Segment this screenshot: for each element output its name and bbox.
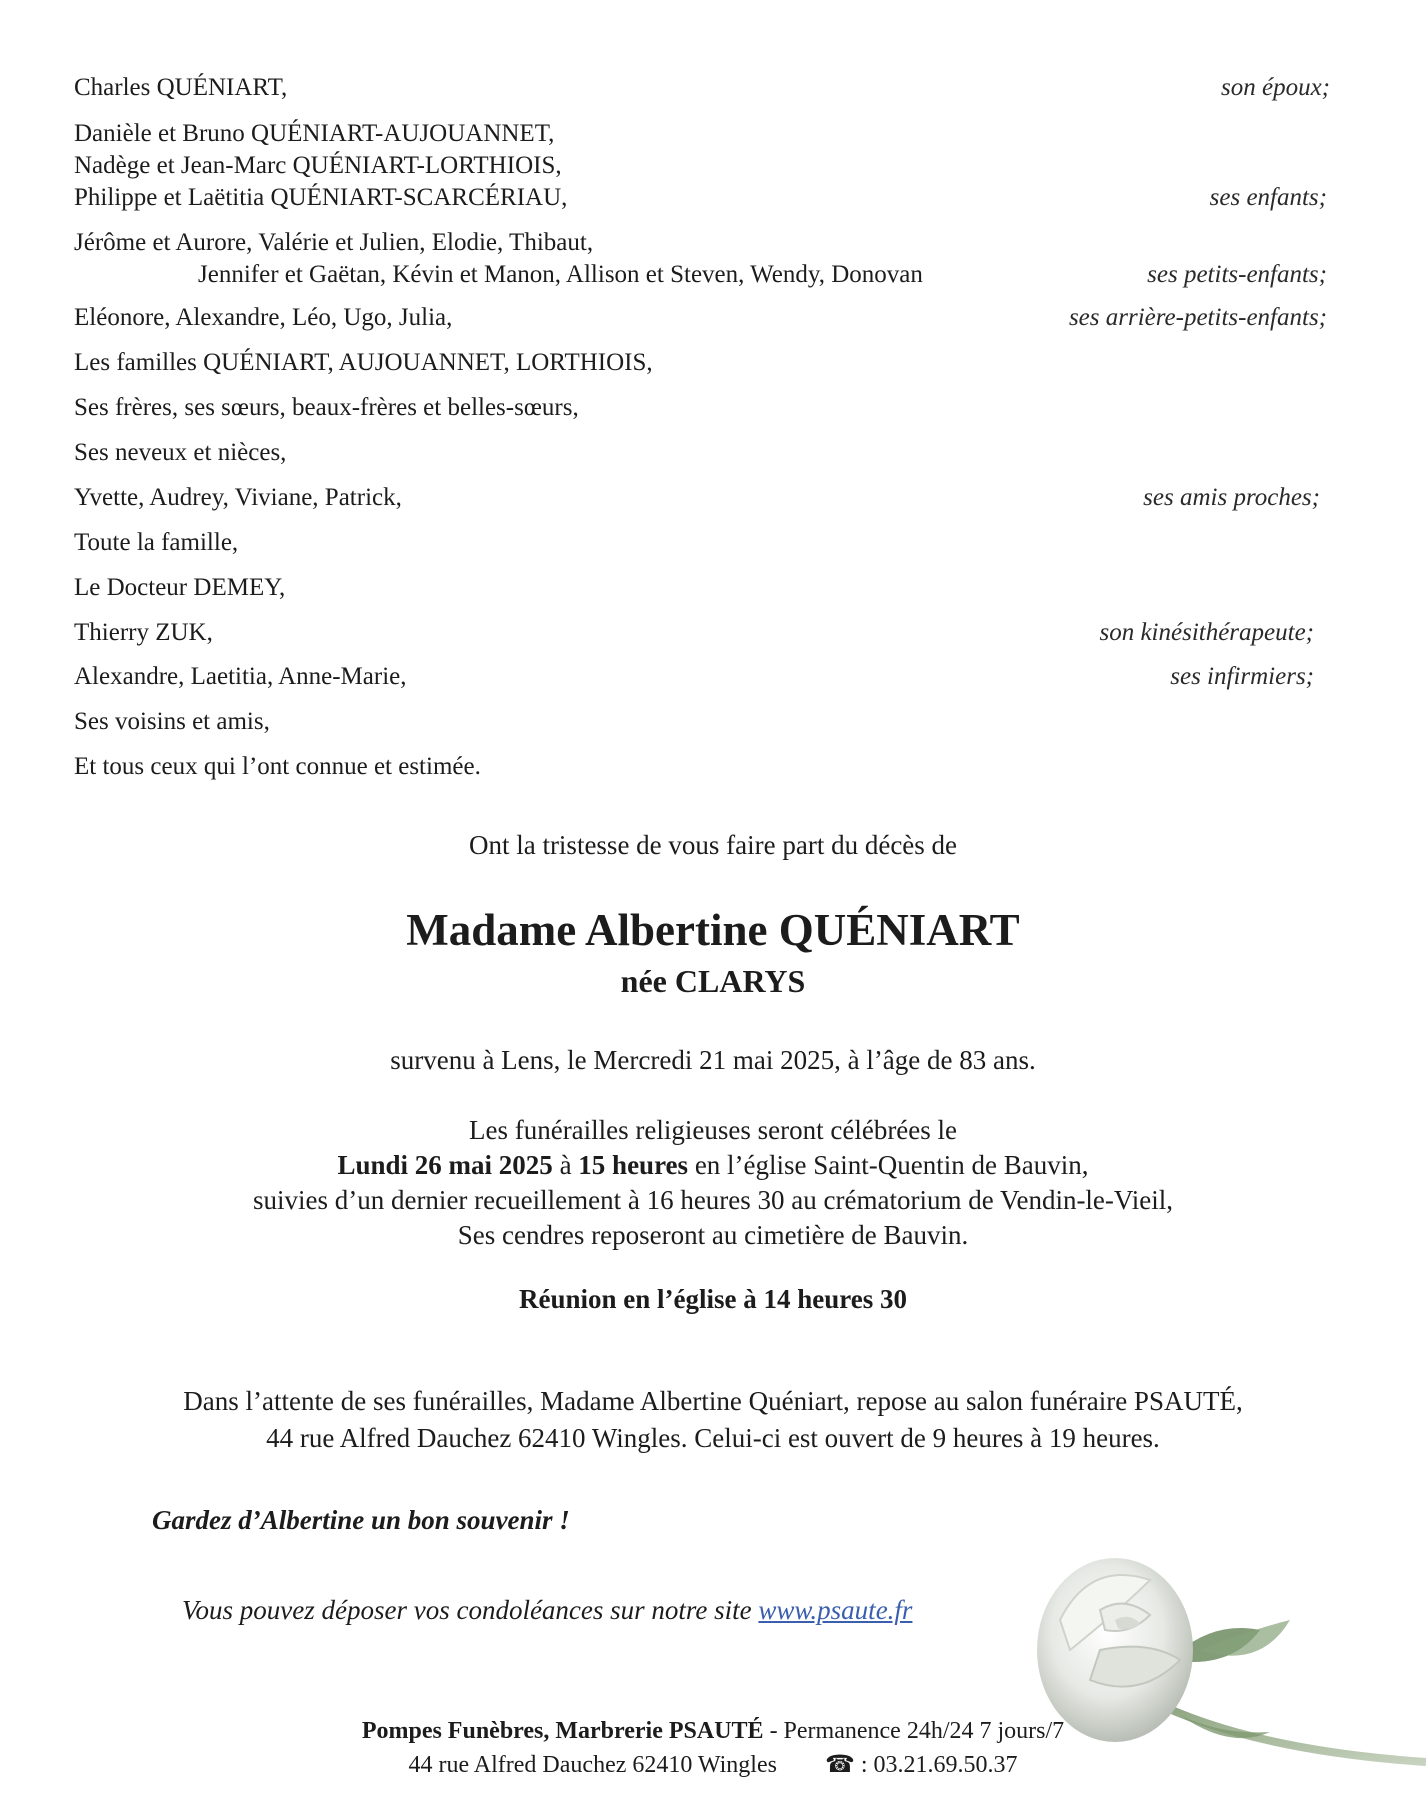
family-names: Et tous ceux qui l’ont connue et estimée. — [74, 753, 481, 780]
family-role: ses arrière-petits-enfants; — [1068, 304, 1327, 331]
funeral-date-line: Lundi 26 mai 2025 à 15 heures en l’église Saint-Quentin de Bauvin, — [337, 1150, 1089, 1180]
family-names: Alexandre, Laetitia, Anne-Marie, — [74, 663, 407, 690]
family-row — [74, 751, 1426, 791]
family-row — [74, 227, 1426, 293]
family-row — [74, 392, 1426, 432]
family-row — [74, 347, 1426, 387]
family-row — [74, 302, 1426, 342]
family-row — [74, 572, 1426, 612]
family-role: ses petits-enfants; — [1147, 261, 1327, 288]
maiden-name: née CLARYS — [620, 963, 806, 999]
footer-address: 44 rue Alfred Dauchez 62410 Wingles — [408, 1752, 777, 1778]
telephone-icon: ☎ — [824, 1752, 855, 1778]
family-names: Ses voisins et amis, — [74, 708, 270, 735]
footer-company: Pompes Funèbres, Marbrerie PSAUTÉ — [361, 1718, 764, 1744]
footer-phone: : 03.21.69.50.37 — [854, 1752, 1018, 1778]
reunion-notice: Réunion en l’église à 14 heures 30 — [518, 1284, 907, 1314]
condolences-link[interactable]: www.psaute.fr — [758, 1595, 913, 1625]
family-row — [74, 72, 1426, 112]
funeral-details: Les funérailles religieuses seront célébrées le Lundi 26 mai 2025 à 15 heures en l’église Saint-Quentin de Bauvin, suivies d’un dernier recueillement à 16 heures 30 au crématorium de Vendin-le-Vieil, Ses cendres reposeront au cimetière de Bauvin. — [0, 1113, 1426, 1253]
family-row — [74, 437, 1426, 477]
family-names: Les familles QUÉNIART, AUJOUANNET, LORTHIOIS, — [74, 349, 653, 376]
footer-contact-line — [0, 1750, 1426, 1779]
footer-company-line — [0, 1718, 1426, 1745]
family-row — [74, 661, 1426, 701]
souvenir-message: Gardez d’Albertine un bon souvenir ! — [152, 1505, 570, 1535]
family-names: Le Docteur DEMEY, — [74, 574, 286, 601]
deceased-name: Madame Albertine QUÉNIART — [406, 905, 1020, 955]
footer-permanence: - Permanence 24h/24 7 jours/7 — [763, 1718, 1065, 1744]
condolences-line: Vous pouvez déposer vos condoléances sur notre site www.psaute.fr — [182, 1595, 913, 1625]
family-names: Eléonore, Alexandre, Léo, Ugo, Julia, — [74, 304, 453, 331]
family-names: Jérôme et Aurore, Valérie et Julien, Elodie, Thibaut, Jennifer et Gaëtan, Kévin et Manon, Allison et Steven, Wendy, Donovan — [74, 229, 923, 288]
salon-notice: Dans l’attente de ses funérailles, Madame Albertine Quéniart, repose au salon funéraire PSAUTÉ, 44 rue Alfred Dauchez 62410 Wingles. Celui-ci est ouvert de 9 heures à 19 heures. — [183, 1386, 1243, 1453]
family-names: Ses neveux et nièces, — [74, 439, 287, 466]
family-role: ses infirmiers; — [1170, 663, 1314, 690]
family-names: Thierry ZUK, — [74, 619, 213, 646]
family-row — [74, 482, 1426, 522]
family-row — [74, 118, 1426, 218]
white-rose-image — [1030, 1500, 1426, 1790]
family-role: ses enfants; — [1209, 184, 1327, 211]
death-notice: survenu à Lens, le Mercredi 21 mai 2025, à l’âge de 83 ans. — [390, 1045, 1036, 1075]
announcement-intro: Ont la tristesse de vous faire part du décès de — [468, 830, 958, 860]
family-role: ses amis proches; — [1143, 484, 1320, 511]
family-row — [74, 527, 1426, 567]
family-row — [74, 617, 1426, 657]
family-role: son époux; — [1221, 74, 1330, 101]
family-role: son kinésithérapeute; — [1099, 619, 1314, 646]
family-names: Yvette, Audrey, Viviane, Patrick, — [74, 484, 402, 511]
family-names: Danièle et Bruno QUÉNIART-AUJOUANNET, Nadège et Jean-Marc QUÉNIART-LORTHIOIS, Philippe et Laëtitia QUÉNIART-SCARCÉRIAU, — [74, 120, 568, 211]
family-names: Ses frères, ses sœurs, beaux-frères et belles-sœurs, — [74, 394, 579, 421]
family-row — [74, 706, 1426, 746]
family-names: Toute la famille, — [74, 529, 239, 556]
family-names: Charles QUÉNIART, — [74, 74, 288, 101]
